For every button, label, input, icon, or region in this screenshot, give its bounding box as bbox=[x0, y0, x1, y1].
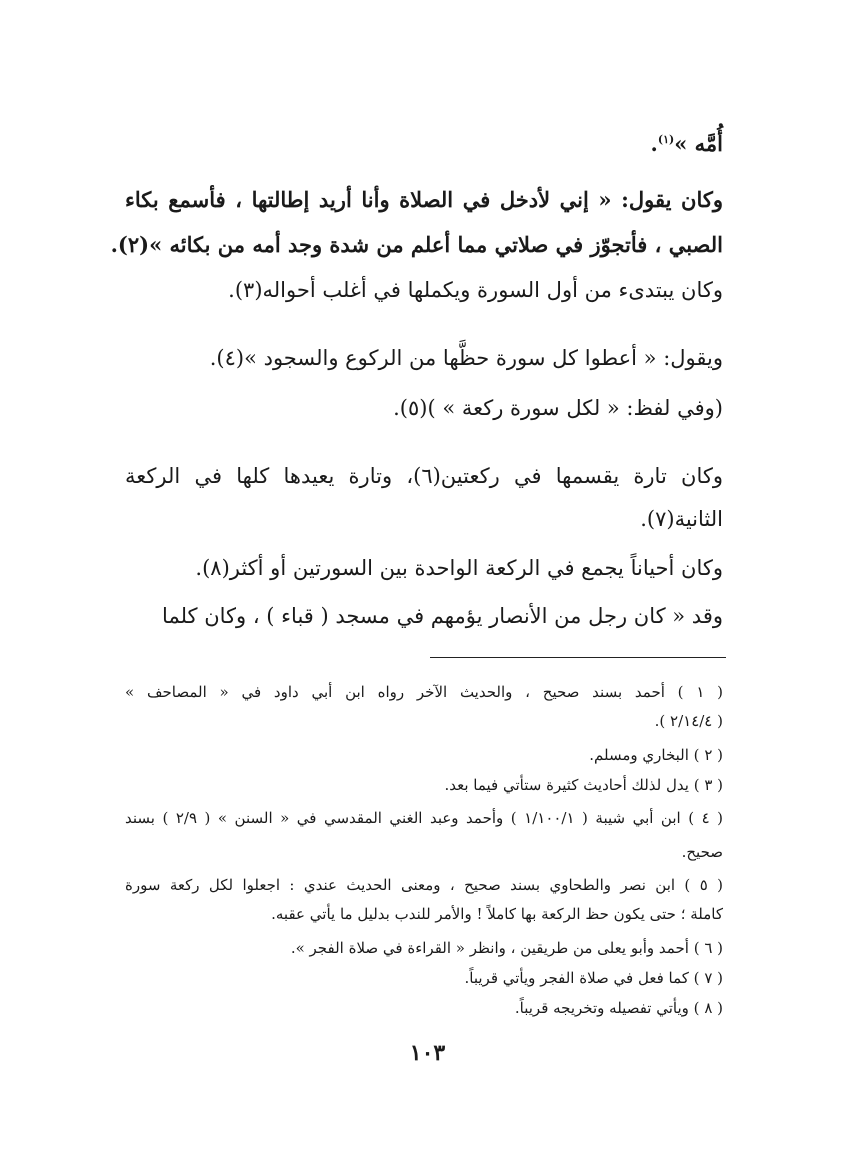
footnote-8: ( ٨ ) ويأتي تفصيله وتخريجه قريباً. bbox=[514, 999, 723, 1017]
footnote-1-line-1: ( ١ ) أحمد بسند صحيح ، والحديث الآخر رواه ابن أبي داود في « المصاحف » bbox=[125, 683, 724, 701]
footnote-7: ( ٧ ) كما فعل في صلاة الفجر ويأتي قريباً. bbox=[464, 969, 723, 987]
main-line-2: وكان يقول: « إني لأدخل في الصلاة وأنا أريد إطالتها ، فأسمع بكاء bbox=[125, 187, 723, 212]
main-line-1 bbox=[125, 128, 723, 160]
footnote-ref-1: (١) bbox=[657, 133, 675, 146]
footnote-5-line-1: ( ٥ ) ابن نصر والطحاوي بسند صحيح ، ومعنى الحديث عندي : اجعلوا لكل ركعة سورة bbox=[125, 876, 723, 894]
footnote-3: ( ٣ ) يدل لذلك أحاديث كثيرة ستأتي فيما بعد. bbox=[444, 776, 723, 794]
main-line-5: ويقول: « أعطوا كل سورة حظَّها من الركوع والسجود »(٤). bbox=[209, 346, 723, 370]
footnote-2: ( ٢ ) البخاري ومسلم. bbox=[589, 746, 723, 764]
main-line-8: الثانية(٧). bbox=[640, 507, 723, 531]
main-line-4: وكان يبتدىء من أول السورة ويكملها في أغلب أحواله(٣). bbox=[228, 278, 723, 302]
main-line-9: وكان أحياناً يجمع في الركعة الواحدة بين السورتين أو أكثر(٨). bbox=[195, 556, 723, 580]
main-line-1-end: . bbox=[650, 131, 658, 156]
main-line-7: وكان تارة يقسمها في ركعتين(٦)، وتارة يعيدها كلها في الركعة bbox=[125, 464, 723, 488]
footnote-4-line-1: ( ٤ ) ابن أبي شيبة ( ١/١٠٠/١ ) وأحمد وعبد الغني المقدسي في « السنن » ( ٢/٩ ) بسند bbox=[125, 809, 723, 827]
main-line-6: (وفي لفظ: « لكل سورة ركعة » )(٥). bbox=[393, 396, 723, 420]
page-number: ١٠٣ bbox=[409, 1040, 446, 1066]
main-line-1-text: أُمَّه » bbox=[674, 131, 723, 156]
footnote-4-line-2: صحيح. bbox=[681, 843, 723, 861]
footnote-separator bbox=[430, 657, 726, 658]
main-line-10: وقد « كان رجل من الأنصار يؤمهم في مسجد ( قباء ) ، وكان كلما bbox=[162, 604, 723, 628]
main-line-3: الصبي ، فأتجوّز في صلاتي مما أعلم من شدة وجد أمه من بكائه »(٢). bbox=[110, 232, 723, 257]
footnote-1-line-2: ( ٢/١٤/٤ ). bbox=[654, 712, 723, 730]
footnote-6: ( ٦ ) أحمد وأبو يعلى من طريقين ، وانظر « القراءة في صلاة الفجر ». bbox=[290, 939, 723, 957]
footnote-5-line-2: كاملة ؛ حتى يكون حظ الركعة بها كاملاً ! والأمر للندب بدليل ما يأتي عقبه. bbox=[271, 905, 723, 923]
